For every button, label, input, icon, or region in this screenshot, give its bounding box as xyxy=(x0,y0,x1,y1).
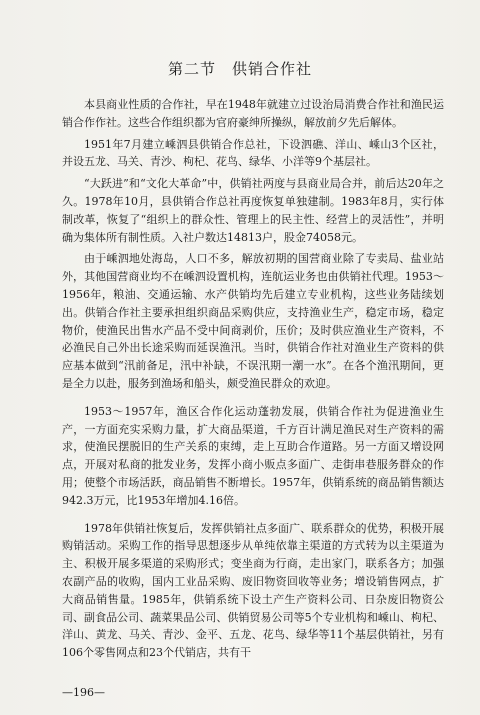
page-number: —196— xyxy=(62,686,105,699)
paragraph: 1951年7月建立嵊泗县供销合作总社，下设泗礁、洋山、嵊山3个区社，并设五龙、马关、青沙、枸杞、花鸟、绿华、小洋等9个基层社。 xyxy=(62,137,444,169)
paragraph: 由于嵊泗地处海岛，人口不多，解放初期的国营商业除了专卖局、盐业站外，其他国营商业均不在嵊泗设置机构，连航运业务也由供销社代理。1953～1956年，粮油、交通运输、水产供销均先后建立专业机构，这些业务陆续划出。供销合作社主要承担组织商品采购供应，支持渔业生产，稳定市场，稳定物价，使渔民出售水产品不受中间商剥价，压价；及时供应渔业生产资料，不必渔民自己外出长途采购而延误渔汛。当时，供销合作社对渔业生产资料的供应基本做到“汛前备足，汛中补缺，不误汛期一潮一水”。在各个渔汛期间，更是全力以赴，服务到渔场和船头，颇受渔民群众的欢迎。 xyxy=(62,252,444,390)
paragraph: “大跃进”和“文化大革命”中，供销社两度与县商业局合并，前后达20年之久。1978年10月，县供销合作总社再度恢复单独建制。1983年8月，实行体制改革，恢复了“组织上的群众性、管理上的民主性、经营上的灵活性”，并明确为集体所有制性质。入社户数达14813户，股金74058元。 xyxy=(62,177,444,244)
paragraph: 本县商业性质的合作社，早在1948年就建立过设治局消费合作社和渔民运销合作作社。这些合作组织都为官府豪绅所操纵，解放前夕先后解体。 xyxy=(62,98,444,129)
section-title: 第二节 供销合作社 xyxy=(167,60,312,78)
paragraph: 1978年供销社恢复后，发挥供销社点多面广、联系群众的优势，积极开展购销活动。采购工作的指导思想逐步从单纯依靠主渠道的方式转为以主渠道为主、积极开展多渠道的采购形式；变坐商为行商，走出家门，联系各方；加强农副产品的收购，国内工业品采购、废旧物资回收等业务；增设销售网点，扩大商品销售量。1985年，供销系统下设土产生产资料公司、日杂废旧物资公司、副食品公司、蔬菜果品公司、供销贸易公司等5个专业机构和嵊山、枸杞、洋山、黄龙、马关、青沙、金平、五龙、花鸟、绿华等11个基层供销社，另有106个零售网点和23个代销店，共有干 xyxy=(62,521,444,660)
body-text xyxy=(62,96,444,666)
paragraph: 1953～1957年，渔区合作化运动蓬勃发展，供销合作社为促进渔业生产，一方面充实采购力量，扩大商品渠道，千方百计满足渔民对生产资料的需求，使渔民摆脱旧的生产关系的束缚，走上互助合作道路。另一方面又增设网点，开展对私商的批发业务，发挥小商小贩点多面广、走街串巷服务群众的作用；使整个市场活跃，商品销售不断增长。1957年，供销系统的商品销售额达942.3万元，比1953年增加4.16倍。 xyxy=(62,404,444,507)
